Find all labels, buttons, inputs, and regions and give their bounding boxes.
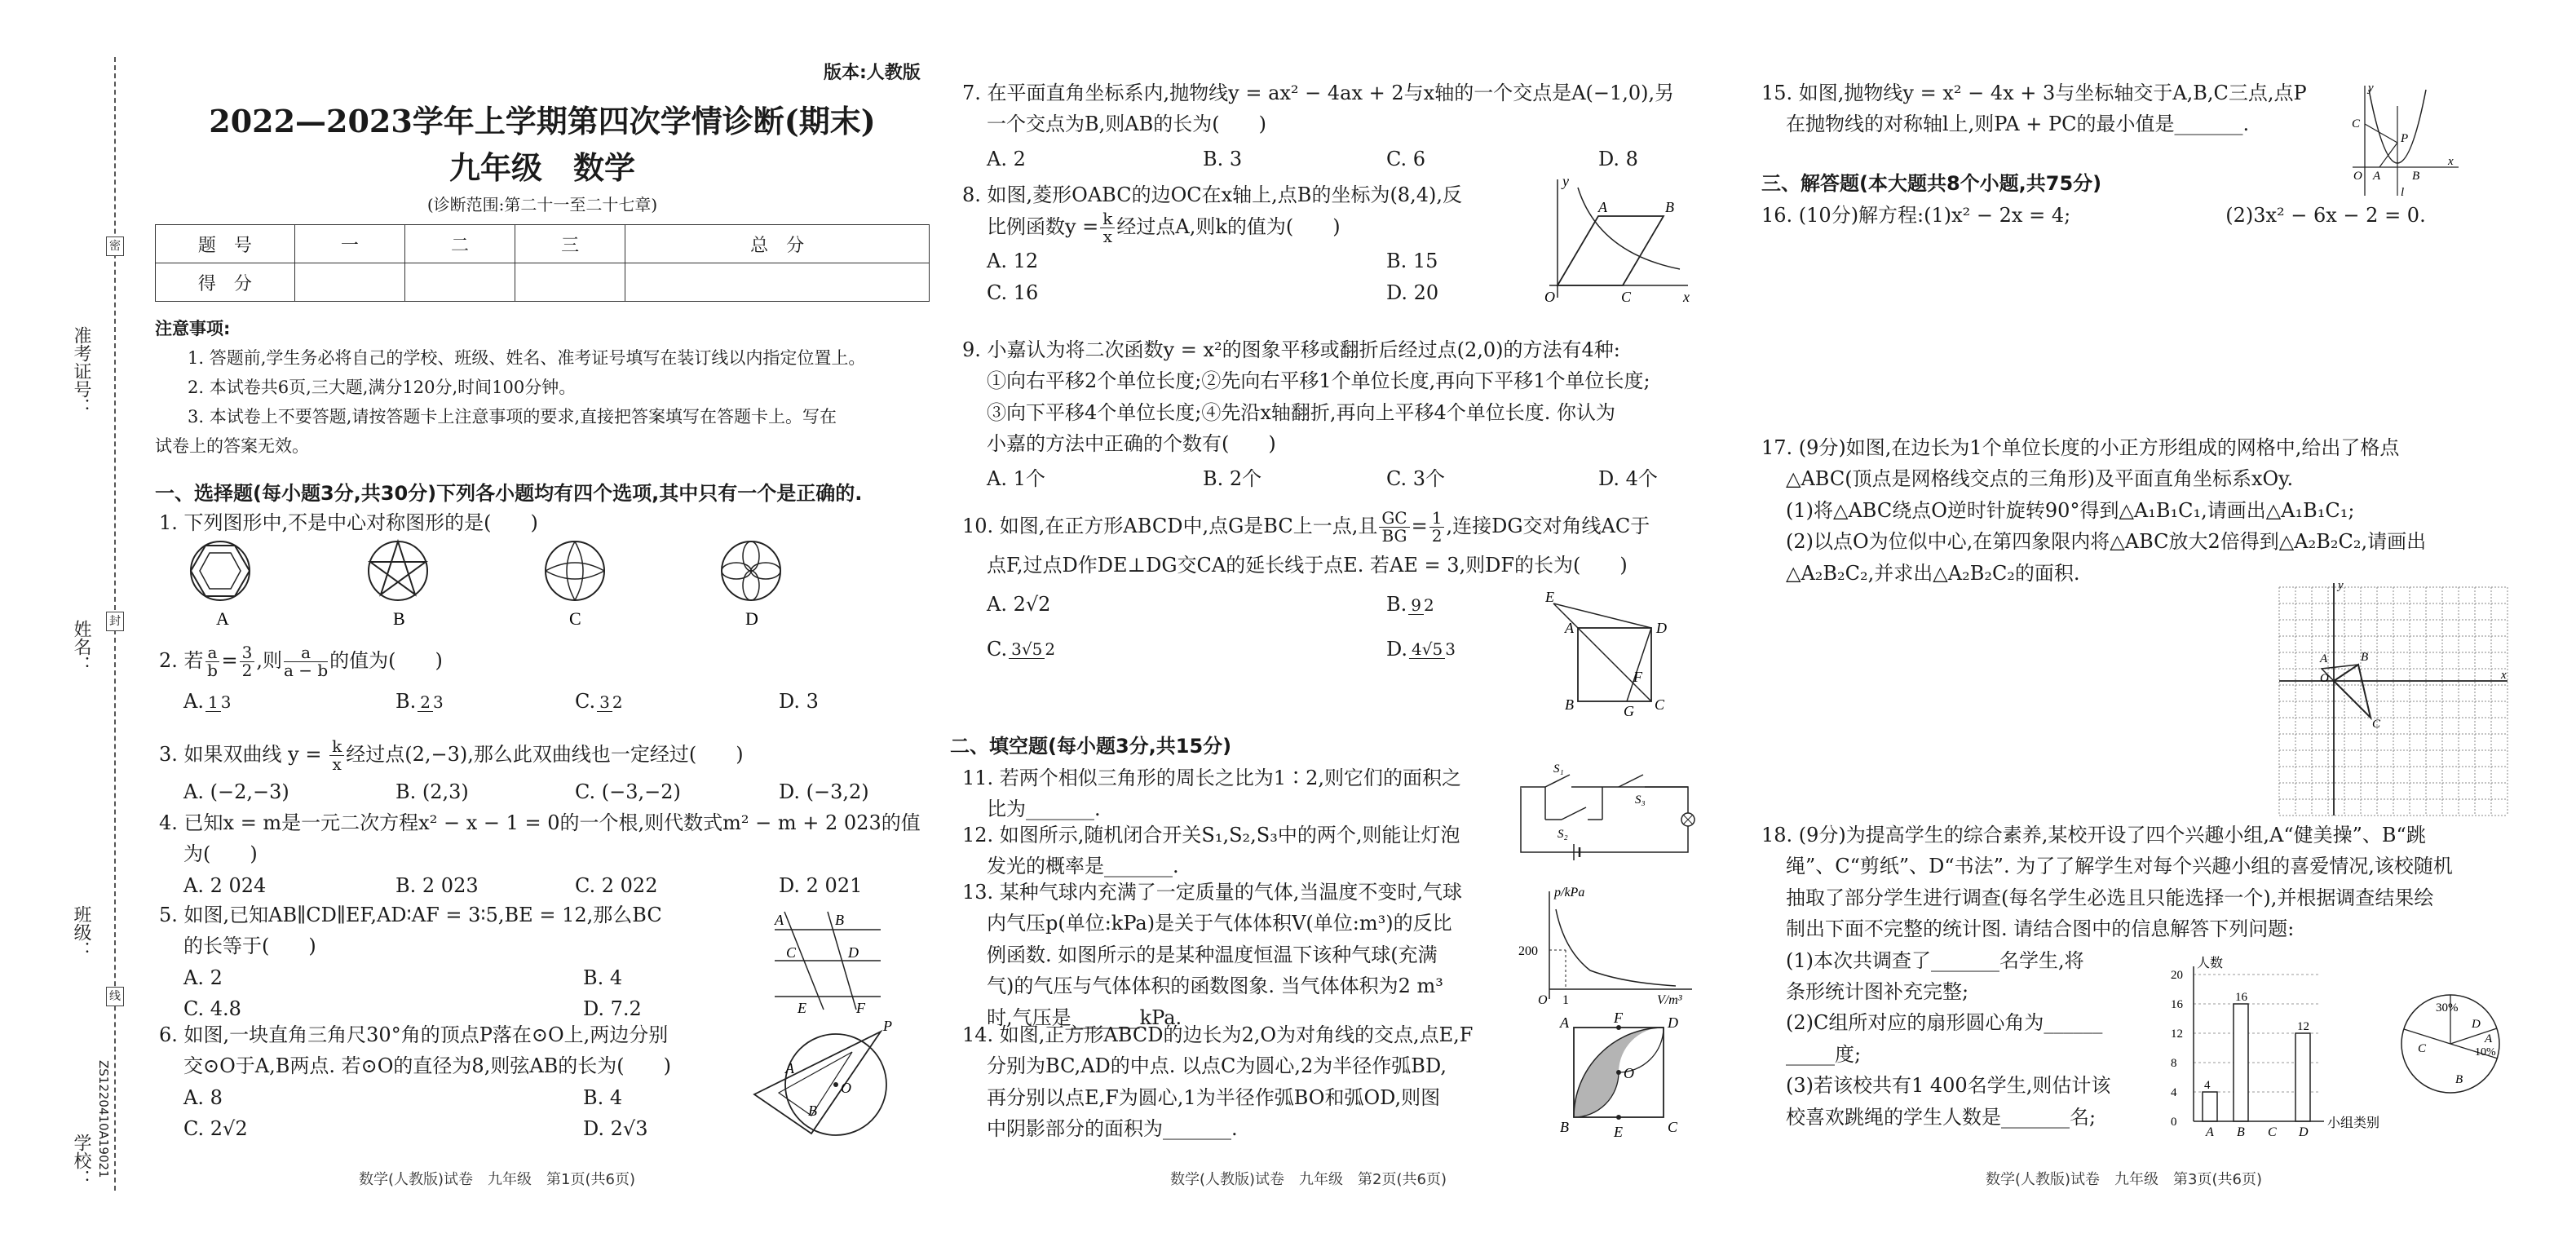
q13-line: 内气压p(单位:kPa)是关于气体体积V(单位:m³)的反比 — [987, 912, 1452, 935]
q9-opt: C. 3个 — [1386, 466, 1446, 490]
frac-num: a — [205, 644, 220, 662]
question-7 — [962, 77, 1674, 175]
notice-item: 1. 答题前,学生务必将自己的学校、班级、姓名、准考证号填写在装订线以内指定位置上。 — [188, 348, 866, 369]
q1-opt: C — [569, 608, 581, 629]
q3-opt: C. (−3,−2) — [575, 780, 681, 803]
question-17 — [1761, 432, 2426, 589]
bar-ytick: 20 — [2171, 969, 2183, 982]
svg-text:l: l — [2401, 186, 2405, 199]
bar-value-label: 4 — [2204, 1079, 2211, 1092]
q5-line: 5. 如图,已知AB∥CD∥EF,AD∶AF = 3∶5,BE = 12,那么BC — [159, 904, 662, 926]
q9-line: ①向右平移2个单位长度;②先向右平移1个单位长度,再向下平移1个单位长度; — [987, 369, 1650, 393]
section-3-title: 三、解答题(本大题共8个小题,共75分) — [1761, 172, 2102, 195]
q3-pre: 3. 如果双曲线 — [159, 743, 282, 766]
svg-text:B: B — [2361, 651, 2369, 664]
zkz-label: 准考证号： — [71, 326, 91, 416]
pie-label-b: B — [2455, 1073, 2463, 1086]
score-row-header — [156, 225, 930, 263]
svg-text:V/m³: V/m³ — [1657, 993, 1682, 1007]
q4-opt: C. 2 022 — [575, 873, 658, 897]
svg-text:D: D — [1668, 1014, 1678, 1031]
q3-post: 经过点(2,−3),那么此双曲线也一定经过( ) — [346, 743, 744, 766]
section-2-title: 二、填空题(每小题3分,共15分) — [950, 735, 1232, 758]
q8-frac: $\frac{k}{x}$ — [1100, 210, 1115, 245]
q5-opt: C. 4.8 — [183, 997, 241, 1021]
bar-ylabel: 人数 — [2197, 957, 2224, 970]
q6-opt: A. 8 — [183, 1085, 223, 1109]
q1-opt: D — [745, 608, 758, 629]
question-13 — [962, 877, 1462, 1033]
q2-mid: ,则 — [256, 649, 282, 672]
q10-frac-val: $\frac{1}{2}$ — [1429, 510, 1445, 545]
bar-category-label: C — [2268, 1125, 2277, 1139]
svg-text:O: O — [2320, 672, 2329, 685]
svg-text:B: B — [808, 1103, 817, 1119]
notice-item: 3. 本试卷上不要答题,请按答题卡上注意事项的要求,直接把答案填写在答题卡上。写在 — [188, 407, 837, 427]
class-label: 班级： — [71, 905, 91, 959]
q7-opt: A. 2 — [987, 147, 1026, 170]
svg-text:B: B — [1565, 696, 1574, 713]
exam-subtitle: 九年级 数学 — [448, 149, 635, 186]
q8-opt: A. 12 — [987, 250, 1039, 273]
question-10: 10. 如图,在正方形ABCD中,点G是BC上一点,且 $\frac{GC}{BG}$ = $\frac{1}{2}$ ,连接DG交对角线AC于 点F,过点D作DE⊥DG交CA的延长线于点E. 若AE = 3,则DF的长为( ) A. 2√2 B. 9 2 C. 3√5 2 D. 4√5 3 — [962, 510, 1650, 665]
svg-text:y: y — [2338, 579, 2344, 592]
q13-line: 气)的气压与气体体积的函数图象. 当气体体积为2 m³ — [987, 975, 1443, 998]
question-15 — [1761, 77, 2307, 140]
q9-opt: D. 4个 — [1598, 466, 1658, 490]
q14-line: 中阴影部分的面积为_______. — [987, 1117, 1238, 1141]
svg-text:A: A — [775, 912, 784, 928]
q8-l2post: 经过点A,则k的值为( ) — [1116, 215, 1341, 239]
q4-opt: A. 2 024 — [183, 873, 267, 897]
q5-opt: B. 4 — [583, 966, 623, 989]
q2-opt-d: D. 3 — [779, 690, 819, 713]
svg-text:B: B — [1560, 1119, 1569, 1135]
q5-opt: A. 2 — [183, 966, 223, 989]
bar-ytick: 12 — [2171, 1028, 2183, 1041]
svg-text:x: x — [2501, 669, 2507, 682]
q9-opt: B. 2个 — [1203, 466, 1262, 490]
q8-opt: C. 16 — [987, 281, 1039, 304]
q14-line: 14. 如图,正方形ABCD的边长为2,O为对角线的交点,点E,F — [962, 1023, 1474, 1046]
bar-category-label: A — [2206, 1125, 2214, 1139]
svg-text:A: A — [785, 1060, 794, 1076]
q18-sub: (3)若该校共有1 400名学生,则估计该 — [1786, 1074, 2111, 1098]
bar-B — [2234, 1004, 2248, 1121]
q18-bar-chart — [2161, 954, 2397, 1142]
frac-den: 2 — [241, 661, 253, 680]
q17-line: (2)以点O为位似中心,在第四象限内将△ABC放大2倍得到△A₂B₂C₂,请画出 — [1786, 530, 2427, 554]
q6-line: 6. 如图,一块直角三角尺30°角的顶点P落在⊙O上,两边分别 — [159, 1023, 669, 1046]
score-input[interactable] — [515, 263, 625, 302]
edition-label: 版本:人教版 — [824, 63, 921, 83]
score-cell: 总 分 — [625, 225, 930, 263]
q14-line: 再分别以点E,F为圆心,1为半径作弧BO和弧OD,则图 — [987, 1085, 1441, 1109]
seal-mark-2: 封 — [106, 612, 124, 631]
q2-frac1-val — [240, 644, 255, 679]
q2-pre: 2. 若 — [159, 649, 204, 672]
q13-line: 时,气压是_______kPa. — [987, 1006, 1182, 1029]
q2-frac2 — [284, 644, 328, 679]
svg-text:E: E — [1545, 589, 1554, 605]
svg-text:O: O — [1538, 993, 1548, 1007]
frac-num: 3 — [240, 644, 255, 662]
svg-text:A: A — [1565, 620, 1574, 636]
svg-text:P: P — [883, 1019, 892, 1034]
svg-text:F: F — [1633, 669, 1642, 685]
q18-pie-chart — [2393, 987, 2508, 1101]
q12-line: 发光的概率是_______. — [987, 855, 1179, 878]
q6-opt: C. 2√2 — [183, 1117, 248, 1141]
pie-pct-a: 10% — [2475, 1046, 2496, 1059]
q18-sub: (2)C组所对应的扇形圆心角为______ — [1786, 1011, 2103, 1035]
svg-text:S₂: S₂ — [1558, 828, 1568, 841]
question-9 — [962, 334, 1658, 494]
svg-text:F: F — [856, 1000, 865, 1015]
svg-text:p/kPa: p/kPa — [1554, 886, 1585, 899]
q6-figure — [738, 1019, 901, 1142]
q12-circuit — [1513, 762, 1700, 864]
q2-opt-c: C. 3 2 — [575, 690, 623, 713]
q1-figure-c — [546, 541, 604, 600]
q8-opt: D. 20 — [1386, 281, 1439, 304]
section-1-title: 一、选择题(每小题3分,共30分)下列各小题均有四个选项,其中只有一个是正确的. — [155, 482, 863, 505]
q10-line: 点F,过点D作DE⊥DG交CA的延长线于点E. 若AE = 3,则DF的长为( ) — [987, 554, 1628, 577]
pie-label-d: D — [2472, 1018, 2481, 1031]
q1-opt: B — [393, 608, 405, 629]
name-label: 姓名： — [71, 620, 91, 674]
notice-item: 试卷上的答案无效。 — [155, 436, 309, 457]
q7-line: 一个交点为B,则AB的长为( ) — [987, 113, 1266, 136]
q13-line: 13. 某种气球内充满了一定质量的气体,当温度不变时,气球 — [962, 881, 1463, 904]
q7-opt: B. 3 — [1203, 147, 1243, 170]
q1-stem: 1. 下列图形中,不是中心对称图形的是( ) — [159, 511, 538, 534]
q8-figure — [1533, 171, 1696, 306]
q10-l1pre: 10. 如图,在正方形ABCD中,点G是BC上一点,且 — [962, 515, 1378, 537]
q1-figures — [175, 538, 828, 632]
bar-category-label: D — [2299, 1125, 2309, 1139]
svg-text:D: D — [848, 944, 859, 961]
q18-line: 抽取了部分学生进行调查(每名学生必选且只能选择一个),并根据调查结果绘 — [1786, 886, 2434, 909]
q5-opt: D. 7.2 — [583, 997, 642, 1021]
question-1 — [159, 507, 538, 538]
svg-text:G: G — [1624, 703, 1634, 718]
q4-opt: B. 2 023 — [395, 873, 479, 897]
footer-page-3: 数学(人教版)试卷 九年级 第3页(共6页) — [1986, 1171, 2262, 1188]
exam-title: 2022—2023学年上学期第四次学情诊断(期末) — [209, 103, 876, 139]
q17-line: (1)将△ABC绕点O逆时针旋转90°得到△A₁B₁C₁,请画出△A₁B₁C₁; — [1786, 498, 2355, 522]
q1-figure-b — [369, 541, 427, 600]
bar-D — [2295, 1033, 2310, 1121]
svg-text:P: P — [2401, 132, 2409, 145]
svg-text:A: A — [2373, 170, 2381, 183]
svg-text:C: C — [2372, 718, 2381, 731]
score-cell: 题 号 — [156, 225, 295, 263]
question-5 — [159, 899, 662, 1025]
pie-label-c: C — [2418, 1042, 2427, 1055]
q17-line: △ABC(顶点是网格线交点的三角形)及平面直角坐标系xOy. — [1786, 467, 2294, 491]
q9-opt: A. 1个 — [987, 466, 1045, 490]
svg-text:C: C — [1621, 289, 1632, 305]
q2-opt-b: B. 2 3 — [395, 690, 444, 713]
svg-text:S₁: S₁ — [1553, 762, 1564, 776]
q4-line: 4. 已知x = m是一元二次方程x² − x − 1 = 0的一个根,则代数式m² − m + 2 023的值 — [159, 811, 921, 834]
svg-text:y: y — [2368, 82, 2374, 95]
q3-opt: D. (−3,2) — [779, 780, 869, 803]
svg-text:B: B — [2412, 170, 2420, 183]
q14-line: 分别为BC,AD的中点. 以点C为圆心,2为半径作弧BD, — [987, 1054, 1447, 1078]
q17-grid — [2271, 579, 2516, 824]
q4-opt: D. 2 021 — [779, 873, 863, 897]
q17-line: 17. (9分)如图,在边长为1个单位长度的小正方形组成的网格中,给出了格点 — [1761, 436, 2400, 459]
q12-line: 12. 如图所示,随机闭合开关S₁,S₂,S₃中的两个,则能让灯泡 — [962, 824, 1460, 846]
q8-l2pre: 比例函数y = — [987, 215, 1099, 239]
question-6 — [159, 1019, 671, 1145]
pie-label-a: A — [2485, 1032, 2493, 1045]
bar-category-label: B — [2237, 1125, 2245, 1139]
svg-text:E: E — [1614, 1124, 1623, 1140]
q10-l1post: ,连接DG交对角线AC于 — [1446, 515, 1650, 537]
score-cell: 二 — [404, 225, 515, 263]
q1-opt: A — [216, 608, 229, 629]
seal-mark-1: 密 — [106, 236, 124, 256]
bar-ytick: 16 — [2171, 998, 2183, 1011]
svg-text:A: A — [2320, 652, 2328, 665]
score-cell: 三 — [515, 225, 625, 263]
score-table — [155, 224, 930, 302]
score-input[interactable] — [404, 263, 515, 302]
svg-text:B: B — [835, 912, 844, 928]
paper-code: ZS1220410A19021 — [96, 1060, 111, 1178]
q18-line: 绳”、C“剪纸”、D“书法”. 为了了解学生对每个兴趣小组的喜爱情况,该校随机 — [1786, 855, 2453, 878]
q13-graph — [1517, 885, 1704, 1007]
svg-text:C: C — [786, 944, 797, 961]
q6-opt: D. 2√3 — [583, 1117, 648, 1141]
q18-sub: 校喜欢跳绳的学生人数是_______名; — [1786, 1105, 2097, 1129]
svg-text:C: C — [1655, 696, 1665, 713]
svg-text:O: O — [1624, 1065, 1634, 1081]
q14-figure — [1553, 1011, 1684, 1142]
bar-ytick: 4 — [2171, 1086, 2177, 1099]
q15-line: 在抛物线的对称轴l上,则PA + PC的最小值是_______. — [1786, 113, 2250, 136]
exam-scope: (诊断范围:第二十一至二十七章) — [426, 195, 658, 214]
svg-text:1: 1 — [1562, 993, 1569, 1007]
q9-line: 小嘉的方法中正确的个数有( ) — [987, 432, 1276, 456]
notice-title: 注意事项: — [155, 319, 231, 338]
notice-block — [155, 314, 930, 462]
bar-value-label: 12 — [2297, 1020, 2309, 1033]
frac-den: a − b — [283, 661, 329, 680]
school-label: 学校： — [71, 1134, 91, 1187]
svg-text:C: C — [2352, 117, 2361, 130]
svg-text:F: F — [1614, 1011, 1623, 1026]
bar-A — [2203, 1092, 2217, 1121]
q18-line: 制出下面不完整的统计图. 请结合图中的信息解答下列问题: — [1786, 917, 2295, 941]
question-4 — [159, 807, 921, 901]
svg-text:D: D — [1656, 620, 1667, 636]
pie-pct-d: 30% — [2436, 1001, 2459, 1014]
footer-page-2: 数学(人教版)试卷 九年级 第2页(共6页) — [1170, 1171, 1447, 1188]
score-input[interactable] — [294, 263, 404, 302]
q6-line: 交⊙O于A,B两点. 若⊙O的直径为8,则弦AB的长为( ) — [183, 1054, 672, 1078]
svg-text:y: y — [1562, 173, 1569, 189]
svg-text:O: O — [1544, 289, 1555, 305]
q18-sub: (1)本次共调查了_______名学生,将 — [1786, 948, 2084, 972]
svg-text:A: A — [1560, 1014, 1569, 1031]
score-cell: 一 — [294, 225, 404, 263]
question-11 — [962, 762, 1461, 825]
q18-sub: 条形统计图补充完整; — [1786, 979, 1969, 1003]
score-input[interactable] — [625, 263, 930, 302]
q4-line: 为( ) — [183, 842, 258, 866]
question-14 — [962, 1019, 1473, 1145]
q7-opt: C. 6 — [1386, 147, 1426, 170]
q8-opt: B. 15 — [1386, 250, 1438, 273]
q6-opt: B. 4 — [583, 1085, 623, 1109]
seal-mark-3: 线 — [106, 987, 124, 1006]
q10-opt: C. 3√5 2 — [987, 637, 1056, 661]
q5-line: 的长等于( ) — [183, 935, 316, 958]
q15-figure — [2348, 82, 2463, 204]
bar-value-label: 16 — [2235, 991, 2247, 1004]
q7-line: 7. 在平面直角坐标系内,抛物线y = ax² − 4ax + 2与x轴的一个交点是A(−1,0),另 — [962, 82, 1675, 104]
svg-text:A: A — [1598, 199, 1607, 215]
q8-line: 8. 如图,菱形OABC的边OC在x轴上,点B的坐标为(8,4),反 — [962, 183, 1462, 206]
q15-line: 15. 如图,抛物线y = x² − 4x + 3与坐标轴交于A,B,C三点,点P — [1761, 82, 2307, 104]
question-8 — [962, 179, 1462, 308]
q3-frac: $\frac{k}{x}$ — [329, 738, 344, 773]
frac-den: b — [207, 661, 218, 680]
bar-ytick: 0 — [2171, 1116, 2177, 1129]
notice-item: 2. 本试卷共6页,三大题,满分120分,时间100分钟。 — [188, 378, 577, 398]
q2-opt-a: A. 1 3 — [183, 690, 232, 713]
q10-opt: A. 2√2 — [987, 593, 1051, 617]
svg-text:O: O — [841, 1080, 851, 1096]
q3-opt: A. (−2,−3) — [183, 780, 289, 803]
q10-opt: D. 4√5 3 — [1386, 637, 1456, 661]
svg-text:E: E — [798, 1000, 806, 1015]
bar-ytick: 8 — [2171, 1057, 2177, 1070]
q18-line: 18. (9分)为提高学生的综合素养,某校开设了四个兴趣小组,A“健美操”、B“跳 — [1761, 824, 2426, 846]
footer-page-1: 数学(人教版)试卷 九年级 第1页(共6页) — [359, 1171, 635, 1188]
q2-frac1 — [205, 644, 220, 679]
q17-line: △A₂B₂C₂,并求出△A₂B₂C₂的面积. — [1786, 561, 2080, 585]
question-3: 3. 如果双曲线 y = $\frac{k}{x}$ 经过点(2,−3),那么此双曲线也一定经过( ) A. (−2,−3) B. (2,3) C. (−3,−2) D. (−3,2) — [159, 738, 869, 807]
q1-figure-d — [722, 541, 780, 600]
q3-opt: B. (2,3) — [395, 780, 469, 803]
q10-frac: $\frac{GC}{BG}$ — [1379, 510, 1409, 545]
q18-sub: _____度; — [1786, 1042, 1862, 1066]
q2-post: 的值为( ) — [329, 649, 443, 672]
q10-opt: B. 9 2 — [1386, 593, 1434, 617]
question-16 — [1761, 200, 2495, 231]
svg-text:B: B — [1665, 199, 1674, 215]
q5-figure — [767, 905, 889, 1015]
q7-opt: D. 8 — [1598, 147, 1638, 170]
question-12 — [962, 820, 1460, 882]
svg-text:S₃: S₃ — [1635, 793, 1646, 807]
svg-text:200: 200 — [1518, 944, 1538, 958]
q1-figure-a — [191, 541, 250, 600]
svg-text:C: C — [1668, 1119, 1678, 1135]
q13-line: 例函数. 如图所示的是某种温度恒温下该种气球(充满 — [987, 943, 1438, 966]
q10-figure — [1545, 587, 1696, 718]
score-cell: 得 分 — [156, 263, 295, 302]
question-2: 2. 若 $\frac{a}{b}$ = $\frac{3}{2}$ ,则 $\frac{a}{a - b}$ 的值为( ) A. 1 3 B. 2 3 C. 3 2 D. 3 — [159, 644, 819, 717]
q9-line: 9. 小嘉认为将二次函数y = x²的图象平移或翻折后经过点(2,0)的方法有4种: — [962, 338, 1620, 361]
svg-text:x: x — [2448, 155, 2454, 168]
q11-line: 比为_______. — [987, 798, 1101, 821]
frac-num: a — [284, 644, 328, 662]
score-row-values — [156, 263, 930, 302]
q11-line: 11. 若两个相似三角形的周长之比为1∶2,则它们的面积之 — [962, 767, 1461, 789]
svg-text:O: O — [2353, 170, 2362, 183]
q16-part1: 16. (10分)解方程:(1)x² − 2x = 4; — [1761, 204, 2071, 227]
svg-text:x: x — [1683, 289, 1690, 305]
bar-xlabel: 小组类别 — [2327, 1116, 2380, 1130]
q16-part2: (2)3x² − 6x − 2 = 0. — [2225, 204, 2426, 227]
q9-line: ③向下平移4个单位长度;④先沿x轴翻折,再向上平移4个单位长度. 你认为 — [987, 400, 1616, 424]
